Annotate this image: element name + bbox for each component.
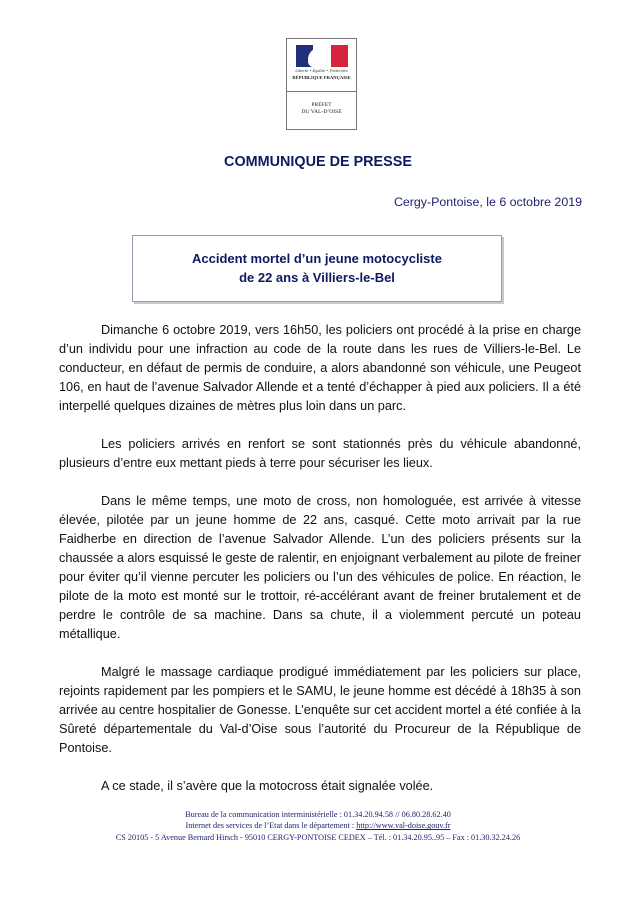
republique-francaise: RÉPUBLIQUE FRANÇAISE [292,75,351,80]
page-title: COMMUNIQUE DE PRESSE [224,154,412,170]
prefet-line2: DU VAL-D’OISE [301,109,342,115]
footer [0,809,636,843]
paragraph: Dimanche 6 octobre 2019, vers 16h50, les policiers ont procédé à la prise en charge d’un individu pour une infraction au code de la route dans les rues de Villiers-le-Bel. Le conducteur, en défaut de permis de conduire, a alors abandonné son véhicule, une Peugeot 106, en haut de l’avenue Salvador Allende et a tenté d’échapper à pied aux policiers. Il a été interpellé quelques dizaines de mètres plus loin dans un parc. [59,323,581,413]
motto: Liberté • Égalité • Fraternité [295,69,348,73]
marianne-flag-icon [296,45,348,67]
headline-line2: de 22 ans à Villiers-le-Bel [239,270,395,285]
paragraph: Dans le même temps, une moto de cross, non homologuée, est arrivée à vitesse élevée, pilotée par un jeune homme de 22 ans, casqué. Cette moto arrivait par la rue Faidherbe en direction de l’avenue Salvador Allende. L’un des policiers présents sur la chaussée a alors esquissé le geste de ralentir, en enjoignant verbalement au pilote de freiner pour éviter qu’il vienne percuter les policiers ou l’un des véhicules de police. En réaction, le pilote de la moto est monté sur le trottoir, ré-accélérant avant de freiner brutalement et de perdre le contrôle de sa machine. Dans sa chute, il a violemment percuté un poteau métallique. [59,494,581,641]
paragraph: Les policiers arrivés en renfort se sont stationnés près du véhicule abandonné, plusieurs d’entre eux mettant pieds à terre pour sécuriser les lieux. [59,437,581,470]
headline-line1: Accident mortel d’un jeune motocycliste [192,251,442,266]
paragraph: Malgré le massage cardiaque prodigué immédiatement par les policiers sur place, rejoints rapidement par les pompiers et le SAMU, le jeune homme est décédé à 18h35 à son arrivée au centre hospitalier de Gonesse. L’enquête sur cet accident mortel a été confiée à la Sûreté départementale du Val-d’Oise sous l’autorité du Procureur de la République de Pontoise. [59,665,581,755]
footer-website-label: Internet des services de l’Etat dans le département : [185,821,357,831]
headline-box [132,235,502,302]
press-body [59,321,581,815]
prefet-label [287,102,356,116]
prefecture-logo [286,38,357,130]
place-date: Cergy-Pontoise, le 6 octobre 2019 [393,195,582,209]
paragraph: A ce stade, il s’avère que la motocross était signalée volée. [101,779,434,793]
footer-website-line [0,820,636,831]
prefet-line1: PRÉFET [311,102,332,108]
logo-divider [287,91,356,92]
footer-website-link[interactable]: http://www.val-doise.gouv.fr [356,821,451,831]
footer-contact: Bureau de la communication interministérielle : 01.34.20.94.58 // 06.80.28.62.40 [185,810,451,819]
footer-address: CS 20105 - 5 Avenue Bernard Hirsch - 95010 CERGY-PONTOISE CEDEX – Tél. : 01.34.20.95..95 – Fax : 01.30.32.24.26 [115,832,521,842]
headline [133,249,501,287]
